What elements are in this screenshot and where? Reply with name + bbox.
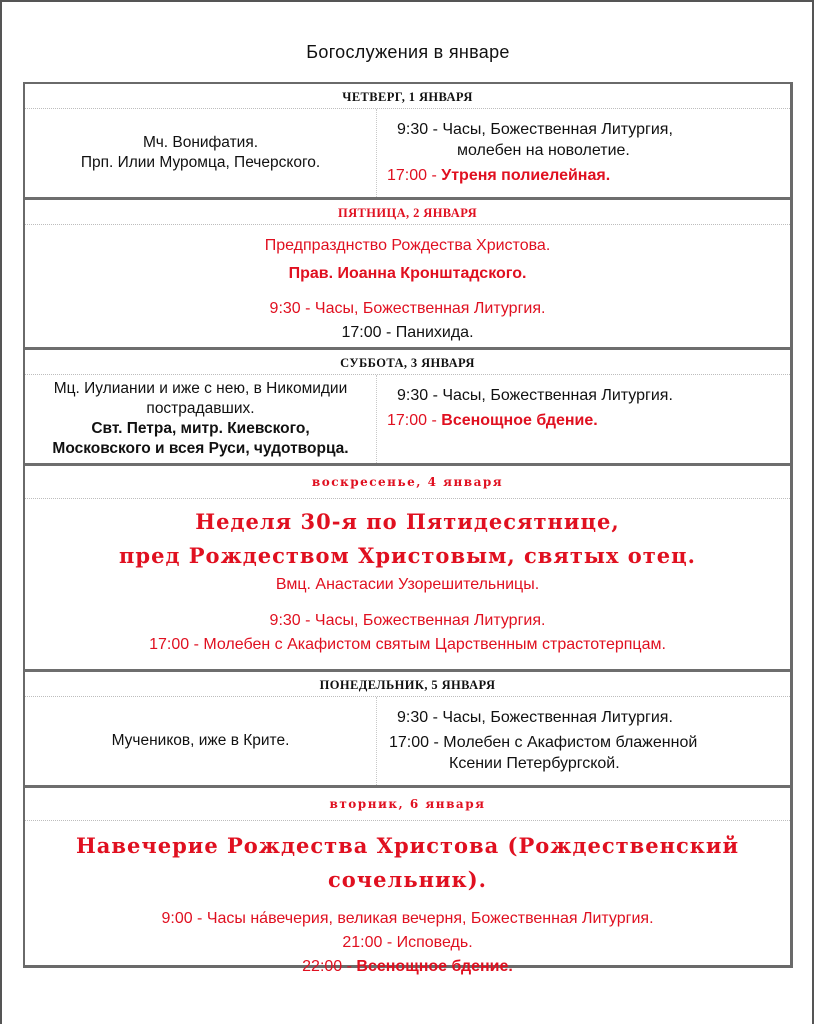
feast-title-line: Навечерие Рождества Христова (Рождественский сочельник).	[75, 833, 740, 892]
services-cell	[377, 697, 790, 785]
day-content	[25, 225, 790, 347]
service-item	[25, 633, 790, 657]
saint-line: Прп. Илии Муромца, Печерского.	[80, 154, 321, 171]
service-sep: -	[428, 387, 443, 404]
saint-line-bold: Московского и всея Руси, чудотворца.	[52, 440, 349, 457]
service-sep: -	[427, 412, 442, 429]
service-time: 17:00	[387, 167, 428, 184]
service-time: 9:30	[269, 300, 301, 317]
day-content	[25, 499, 790, 669]
service-sep: -	[189, 636, 204, 653]
day-monday-5	[25, 672, 790, 788]
services-cell	[377, 109, 790, 197]
service-time: 9:30	[269, 612, 301, 629]
service-item	[25, 931, 790, 955]
service-text: Молебен с Акафистом блаженной	[443, 734, 698, 751]
saint-line: пострадавших.	[146, 400, 255, 417]
service-text: Всенощное бдение.	[441, 412, 598, 429]
service-sep: -	[300, 612, 315, 629]
service-sep: -	[427, 167, 442, 184]
service-time: 22:00	[302, 958, 343, 975]
saints-cell	[25, 697, 377, 785]
service-text: Часы на́вечерия, великая вечерня, Божественная Литургия.	[206, 910, 654, 927]
service-item	[387, 410, 790, 431]
service-time: 9:30	[397, 709, 429, 726]
saint-line: Вмц. Анастасии Узорешительницы.	[275, 576, 540, 593]
service-time: 9:30	[397, 121, 429, 138]
day-header: ПОНЕДЕЛЬНИК, 5 ЯНВАРЯ	[25, 672, 790, 697]
service-text-cont: молебен на новолетие.	[457, 142, 630, 159]
feast-title-line: пред Рождеством Христовым, святых отец.	[119, 543, 696, 568]
saint-line: Мц. Иулиании и иже с нею, в Никомидии	[53, 380, 348, 397]
day-tuesday-6	[25, 788, 790, 975]
service-item	[25, 321, 790, 345]
schedule-table	[23, 82, 793, 975]
service-sep: -	[428, 709, 443, 726]
service-time: 17:00	[341, 324, 382, 341]
saint-line: Мч. Вонифатия.	[142, 134, 259, 151]
day-header: ЧЕТВЕРГ, 1 ЯНВАРЯ	[25, 84, 790, 109]
service-time: 9:30	[397, 387, 429, 404]
service-sep: -	[381, 324, 396, 341]
service-text: Панихида.	[395, 324, 474, 341]
day-saturday-3	[25, 350, 790, 466]
service-text-cont: Ксении Петербургской.	[449, 755, 620, 772]
service-time: 9:00	[161, 910, 193, 927]
service-sep: -	[300, 300, 315, 317]
service-item	[387, 165, 790, 186]
service-sep: -	[429, 734, 444, 751]
service-text: Часы, Божественная Литургия.	[314, 300, 546, 317]
service-sep: -	[192, 910, 207, 927]
service-text: Часы, Божественная Литургия.	[314, 612, 546, 629]
day-thursday-1	[25, 84, 790, 200]
day-content	[25, 821, 790, 975]
service-item	[25, 955, 790, 979]
saint-line-bold: Свт. Петра, митр. Киевского,	[91, 420, 310, 437]
service-text: Часы, Божественная Литургия.	[442, 387, 673, 404]
service-item	[387, 732, 790, 774]
service-time: 17:00	[149, 636, 190, 653]
saints-cell	[25, 109, 377, 197]
service-text: Исповедь.	[396, 934, 473, 951]
page-title: Богослужения в январе	[306, 42, 510, 62]
service-item	[387, 707, 790, 728]
service-time: 21:00	[342, 934, 383, 951]
day-header: СУББОТА, 3 ЯНВАРЯ	[25, 350, 790, 375]
service-text: Часы, Божественная Литургия.	[442, 709, 673, 726]
service-item	[25, 297, 790, 321]
day-header: ПЯТНИЦА, 2 ЯНВАРЯ	[25, 200, 790, 225]
service-sep: -	[382, 934, 397, 951]
service-text: Часы, Божественная Литургия,	[442, 121, 673, 138]
service-item	[25, 609, 790, 633]
saint-line: Прав. Иоанна Кронштадского.	[288, 265, 527, 282]
day-header: вторник, 6 января	[25, 788, 790, 821]
service-text: Утреня полиелейная.	[441, 167, 611, 184]
saint-line: Мучеников, иже в Крите.	[111, 732, 290, 749]
day-sunday-4	[25, 466, 790, 672]
service-sep: -	[428, 121, 443, 138]
service-item	[387, 385, 790, 406]
day-header: воскресенье, 4 января	[25, 466, 790, 499]
service-item	[387, 119, 790, 161]
service-sep: -	[342, 958, 357, 975]
service-time: 17:00	[389, 734, 430, 751]
saints-cell	[25, 375, 377, 463]
service-text: Всенощное бдение.	[356, 958, 513, 975]
service-item	[25, 907, 790, 931]
service-time: 17:00	[387, 412, 428, 429]
services-cell	[377, 375, 790, 463]
service-text: Молебен с Акафистом святым Царственным страстотерпцам.	[203, 636, 666, 653]
feast-title: Предпразднство Рождества Христова.	[264, 237, 551, 254]
feast-title-line: Неделя 30-я по Пятидесятнице,	[195, 509, 620, 534]
day-friday-2	[25, 200, 790, 350]
